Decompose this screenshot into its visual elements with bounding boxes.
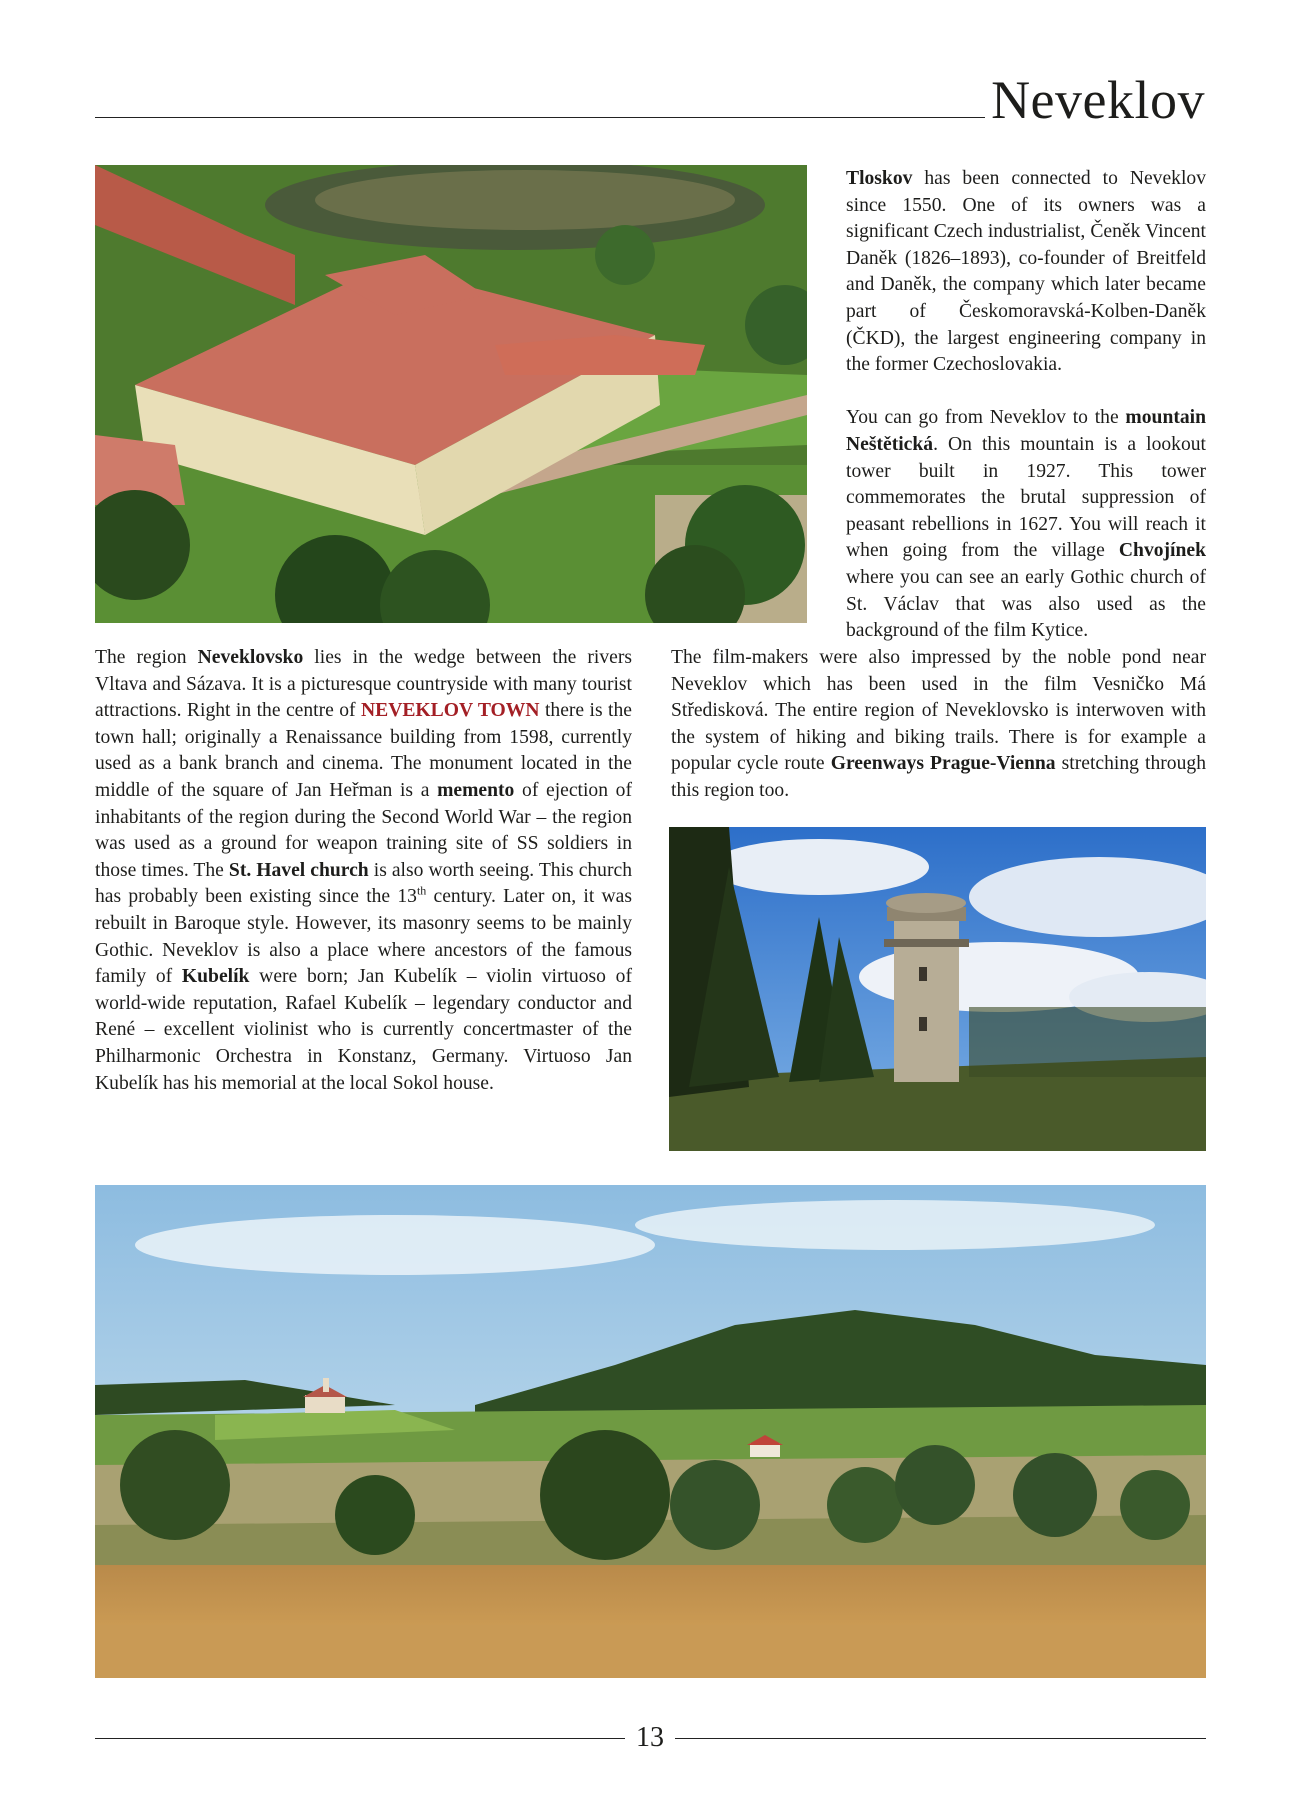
text-run: were born; Jan Kubelík – violin virtuoso of world-wide reputation, Rafael Kubelík – legendary conductor and René – excellent violinist who is currently concertmaster of the Philharmonic Orchestra in Konstanz, Germany. Virtuoso Jan Kubelík has his memorial at the local Sokol house.: [95, 966, 632, 1094]
highlight-text: NEVEKLOV TOWN: [360, 700, 540, 722]
footer-rule-right: [675, 1738, 1206, 1739]
text-run: th: [416, 883, 427, 898]
paragraph-film-makers: [671, 645, 1206, 805]
bold-text: Kubelík: [181, 966, 250, 988]
bold-text: Tloskov: [846, 168, 913, 189]
text-run: has been connected to Neveklov since 1550. One of its owners was a significant Czech industrialist, Čeněk Vincent Daněk (1826–1893), co-founder of Breitfeld and Daněk, the company which later became part of Českomoravská-Kolben-Daněk (ČKD), the largest engineering company in the former Czechoslovakia.: [846, 168, 1206, 376]
paragraph-neveklovsko: [95, 645, 632, 1097]
paragraph-mountain: [846, 405, 1206, 644]
bold-text: Chvojínek: [1118, 540, 1206, 562]
text-run: You can go from Neveklov to the: [846, 407, 1126, 429]
paragraph-tloskov: [846, 166, 1206, 379]
text-run: of ejection of inhabitants of the region during the Second World War – the region was used as a ground for weapon training site of SS soldiers in those times. The: [95, 779, 633, 881]
bold-text: St. Havel church: [228, 859, 369, 881]
text-run: The region: [95, 647, 198, 668]
text-run: lies in the wedge between the rivers Vltava and Sázava. It is a picturesque countryside with many tourist attractions. Right in the centre of: [95, 647, 632, 722]
left-column-text: [95, 645, 632, 1097]
bold-text: Neveklovsko: [197, 647, 304, 668]
right-column-text: [846, 166, 1206, 645]
text-run: there is the town hall; originally a Renaissance building from 1598, currently used as a bank branch and cinema. The monument located in the middle of the square of Jan Heřman is a: [95, 700, 632, 801]
page-number: 13: [636, 1722, 664, 1753]
text-run: century. Later on, it was rebuilt in Baroque style. However, its masonry seems to be mainly Gothic. Neveklov is also a place where ancestors of the famous family of: [95, 886, 632, 988]
page-title: Neveklov: [991, 70, 1205, 130]
bold-text: mountain Neštětická: [846, 407, 1206, 455]
header-rule: [95, 117, 985, 118]
text-run: . On this mountain is a lookout tower built in 1927. This tower commemorates the brutal suppression of peasant rebellions in 1627. You will reach it when going from the village: [846, 433, 1206, 562]
landscape-photo: [95, 1185, 1206, 1678]
bold-text: Greenways Prague-Vienna: [830, 753, 1056, 775]
text-run: The film-makers were also impressed by the noble pond near Neveklov which has been used in the film Vesničko Má Středisková. The entire region of Neveklovsko is interwoven with the system of hiking and biking trails. There is for example a popular cycle route: [671, 647, 1206, 775]
bold-text: memento: [437, 779, 515, 801]
right-wide-paragraph: [671, 645, 1206, 805]
footer-rule-left: [95, 1738, 625, 1739]
lookout-tower-photo: [669, 827, 1206, 1151]
text-run: where you can see an early Gothic church of St. Václav that was also used as the background of the film Kytice.: [846, 566, 1206, 642]
text-run: stretching through this region too.: [671, 753, 1206, 801]
text-run: is also worth seeing. This church has probably been existing since the 13: [95, 859, 632, 908]
aerial-chateau-photo: [95, 165, 807, 623]
